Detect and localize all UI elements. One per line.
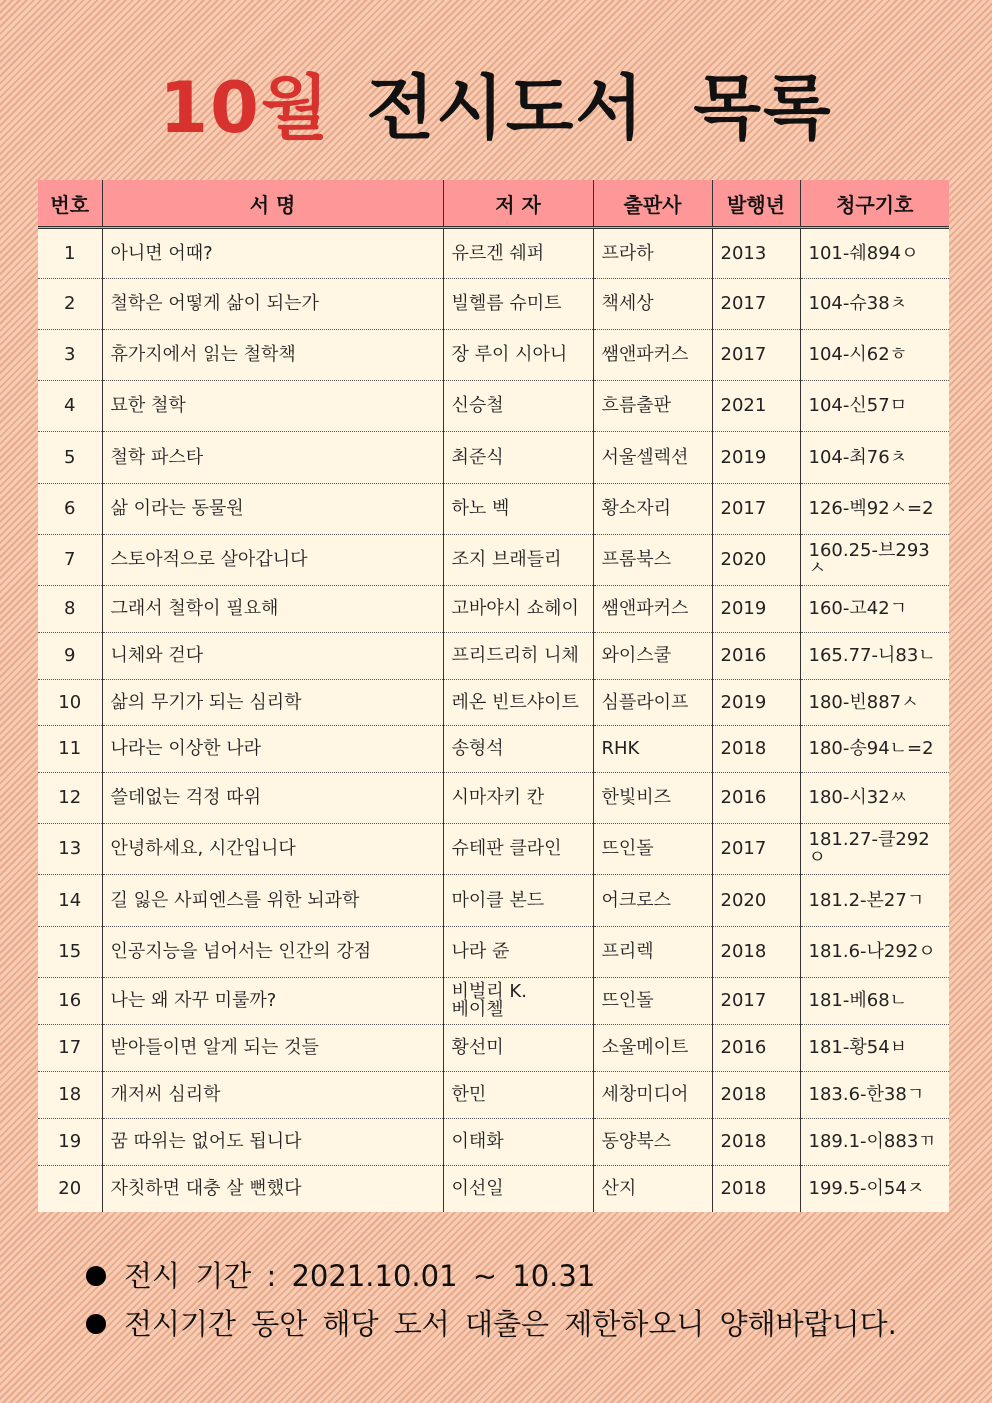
cell-publisher: 서울셀렉션 xyxy=(593,432,712,484)
cell-publisher: 와이스쿨 xyxy=(593,633,712,680)
cell-year: 2020 xyxy=(712,875,800,927)
cell-publisher: 뜨인돌 xyxy=(593,978,712,1025)
cell-call-number: 104-최76ㅊ xyxy=(800,432,949,484)
bullet-icon xyxy=(86,1266,106,1286)
cell-publisher: RHK xyxy=(593,726,712,773)
cell-year: 2018 xyxy=(712,1166,800,1212)
table-row xyxy=(38,680,949,726)
cell-author: 이태화 xyxy=(443,1119,593,1166)
cell-publisher: 어크로스 xyxy=(593,875,712,927)
cell-author: 이선일 xyxy=(443,1166,593,1212)
cell-title: 니체와 걷다 xyxy=(102,633,443,680)
cell-call-number: 181-황54ㅂ xyxy=(800,1025,949,1072)
cell-author: 레온 빈트샤이트 xyxy=(443,680,593,726)
cell-author: 고바야시 쇼헤이 xyxy=(443,586,593,633)
note-period: 전시 기간 : 2021.10.01 ~ 10.31 xyxy=(124,1259,596,1293)
cell-title: 휴가지에서 읽는 철학책 xyxy=(102,330,443,381)
table-row xyxy=(38,978,949,1025)
cell-publisher: 한빛비즈 xyxy=(593,773,712,824)
cell-publisher: 쌤앤파커스 xyxy=(593,586,712,633)
cell-title: 스토아적으로 살아갑니다 xyxy=(102,535,443,586)
cell-publisher: 소울메이트 xyxy=(593,1025,712,1072)
cell-call-number: 189.1-이883ㄲ xyxy=(800,1119,949,1166)
cell-call-number: 199.5-이54ㅈ xyxy=(800,1166,949,1212)
cell-number: 4 xyxy=(38,381,102,432)
cell-author: 조지 브래들리 xyxy=(443,535,593,586)
cell-call-number: 181.2-본27ㄱ xyxy=(800,875,949,927)
cell-publisher: 황소자리 xyxy=(593,484,712,535)
cell-year: 2017 xyxy=(712,484,800,535)
cell-call-number: 183.6-한38ㄱ xyxy=(800,1072,949,1119)
cell-publisher: 산지 xyxy=(593,1166,712,1212)
note-item xyxy=(86,1300,897,1348)
cell-number: 11 xyxy=(38,726,102,773)
cell-call-number: 104-슈38ㅊ xyxy=(800,279,949,330)
cell-call-number: 165.77-니83ㄴ xyxy=(800,633,949,680)
cell-title: 쓸데없는 걱정 따위 xyxy=(102,773,443,824)
cell-author: 프리드리히 니체 xyxy=(443,633,593,680)
cell-title: 철학 파스타 xyxy=(102,432,443,484)
cell-year: 2019 xyxy=(712,680,800,726)
page-title xyxy=(0,52,992,153)
cell-year: 2018 xyxy=(712,927,800,978)
cell-number: 16 xyxy=(38,978,102,1025)
title-month: 10월 xyxy=(159,67,331,149)
table-row xyxy=(38,535,949,586)
cell-publisher: 쌤앤파커스 xyxy=(593,330,712,381)
cell-number: 10 xyxy=(38,680,102,726)
cell-title: 삶 이라는 동물원 xyxy=(102,484,443,535)
table-row xyxy=(38,1072,949,1119)
cell-call-number: 101-쉐894ㅇ xyxy=(800,228,949,279)
cell-call-number: 181.27-클292ㅇ xyxy=(800,824,949,875)
note-restriction: 전시기간 동안 해당 도서 대출은 제한하오니 양해바랍니다. xyxy=(124,1307,897,1341)
cell-author: 최준식 xyxy=(443,432,593,484)
cell-year: 2018 xyxy=(712,726,800,773)
table-row xyxy=(38,875,949,927)
cell-publisher: 심플라이프 xyxy=(593,680,712,726)
header-title: 서 명 xyxy=(102,180,443,228)
cell-year: 2017 xyxy=(712,824,800,875)
cell-number: 18 xyxy=(38,1072,102,1119)
table-row xyxy=(38,824,949,875)
table-row xyxy=(38,484,949,535)
cell-year: 2018 xyxy=(712,1119,800,1166)
cell-author: 장 루이 시아니 xyxy=(443,330,593,381)
cell-title: 삶의 무기가 되는 심리학 xyxy=(102,680,443,726)
cell-title: 묘한 철학 xyxy=(102,381,443,432)
cell-number: 17 xyxy=(38,1025,102,1072)
cell-title: 개저씨 심리학 xyxy=(102,1072,443,1119)
header-call-number: 청구기호 xyxy=(800,180,949,228)
book-list-table xyxy=(38,180,949,1212)
cell-number: 20 xyxy=(58,1177,82,1199)
table-row xyxy=(38,381,949,432)
cell-title: 나는 왜 자꾸 미룰까? xyxy=(102,978,443,1025)
cell-number: 2 xyxy=(38,279,102,330)
cell-author: 빌헬름 슈미트 xyxy=(443,279,593,330)
cell-author: 하노 벡 xyxy=(443,484,593,535)
cell-title: 안녕하세요, 시간입니다 xyxy=(102,824,443,875)
bullet-icon xyxy=(86,1314,106,1334)
table-row xyxy=(38,927,949,978)
cell-number: 19 xyxy=(38,1119,102,1166)
cell-year: 2020 xyxy=(712,535,800,586)
cell-title: 꿈 따위는 없어도 됩니다 xyxy=(102,1119,443,1166)
cell-year: 2021 xyxy=(712,381,800,432)
cell-year: 2016 xyxy=(712,773,800,824)
cell-author: 비벌리 K. 베이첼 xyxy=(443,978,593,1025)
cell-title: 그래서 철학이 필요해 xyxy=(102,586,443,633)
cell-number: 6 xyxy=(38,484,102,535)
table-row xyxy=(38,726,949,773)
cell-number: 9 xyxy=(38,633,102,680)
table-header-row xyxy=(38,180,949,228)
exhibition-notes xyxy=(86,1252,897,1348)
table-row xyxy=(38,1166,949,1212)
cell-title: 철학은 어떻게 삶이 되는가 xyxy=(102,279,443,330)
cell-title: 인공지능을 넘어서는 인간의 강점 xyxy=(102,927,443,978)
cell-publisher: 책세상 xyxy=(593,279,712,330)
table-row xyxy=(38,279,949,330)
table-row xyxy=(38,1025,949,1072)
cell-author: 시마자키 칸 xyxy=(443,773,593,824)
note-item xyxy=(86,1252,897,1300)
cell-call-number: 181-베68ㄴ xyxy=(800,978,949,1025)
cell-number: 8 xyxy=(38,586,102,633)
title-text: 전시도서 목록 xyxy=(366,67,833,149)
cell-author: 신승철 xyxy=(443,381,593,432)
cell-call-number: 104-시62ㅎ xyxy=(800,330,949,381)
cell-author: 슈테판 클라인 xyxy=(443,824,593,875)
cell-year: 2017 xyxy=(712,330,800,381)
cell-call-number: 180-송94ㄴ=2 xyxy=(800,726,949,773)
cell-title: 자칫하면 대충 살 뻔했다 xyxy=(102,1166,443,1212)
cell-call-number: 160-고42ㄱ xyxy=(800,586,949,633)
table-row xyxy=(38,773,949,824)
cell-title: 나라는 이상한 나라 xyxy=(102,726,443,773)
cell-publisher: 프라하 xyxy=(593,228,712,279)
cell-year: 2019 xyxy=(712,586,800,633)
cell-number: 12 xyxy=(38,773,102,824)
cell-call-number: 126-벡92ㅅ=2 xyxy=(800,484,949,535)
table-row xyxy=(38,1119,949,1166)
cell-call-number: 180-시32ㅆ xyxy=(800,773,949,824)
header-number: 번호 xyxy=(38,180,102,228)
cell-author: 유르겐 쉐퍼 xyxy=(443,228,593,279)
cell-author: 나라 쥰 xyxy=(443,927,593,978)
cell-publisher: 세창미디어 xyxy=(593,1072,712,1119)
table-row xyxy=(38,228,949,279)
cell-title: 아니면 어때? xyxy=(102,228,443,279)
cell-author: 한민 xyxy=(443,1072,593,1119)
cell-year: 2019 xyxy=(712,432,800,484)
cell-title: 받아들이면 알게 되는 것들 xyxy=(102,1025,443,1072)
cell-author: 송형석 xyxy=(443,726,593,773)
table-row xyxy=(38,633,949,680)
cell-number: 14 xyxy=(38,875,102,927)
table-row xyxy=(38,432,949,484)
cell-publisher: 흐름출판 xyxy=(593,381,712,432)
table-row xyxy=(38,330,949,381)
cell-number: 7 xyxy=(38,535,102,586)
cell-title: 길 잃은 사피엔스를 위한 뇌과학 xyxy=(102,875,443,927)
cell-year: 2018 xyxy=(712,1072,800,1119)
cell-number: 3 xyxy=(38,330,102,381)
cell-publisher: 동양북스 xyxy=(593,1119,712,1166)
cell-number: 1 xyxy=(38,228,102,279)
table-row xyxy=(38,586,949,633)
cell-call-number: 104-신57ㅁ xyxy=(800,381,949,432)
cell-year: 2013 xyxy=(712,228,800,279)
cell-number: 15 xyxy=(38,927,102,978)
cell-year: 2016 xyxy=(712,633,800,680)
header-publisher: 출판사 xyxy=(593,180,712,228)
cell-year: 2017 xyxy=(712,978,800,1025)
cell-call-number: 160.25-브293ㅅ xyxy=(800,535,949,586)
cell-year: 2016 xyxy=(712,1025,800,1072)
header-author: 저 자 xyxy=(443,180,593,228)
cell-number: 13 xyxy=(38,824,102,875)
cell-publisher: 프롬북스 xyxy=(593,535,712,586)
cell-number: 5 xyxy=(38,432,102,484)
cell-call-number: 180-빈887ㅅ xyxy=(800,680,949,726)
cell-author: 황선미 xyxy=(443,1025,593,1072)
cell-call-number: 181.6-나292ㅇ xyxy=(800,927,949,978)
cell-publisher: 뜨인돌 xyxy=(593,824,712,875)
cell-author: 마이클 본드 xyxy=(443,875,593,927)
cell-year: 2017 xyxy=(712,279,800,330)
header-year: 발행년 xyxy=(712,180,800,228)
cell-publisher: 프리렉 xyxy=(593,927,712,978)
